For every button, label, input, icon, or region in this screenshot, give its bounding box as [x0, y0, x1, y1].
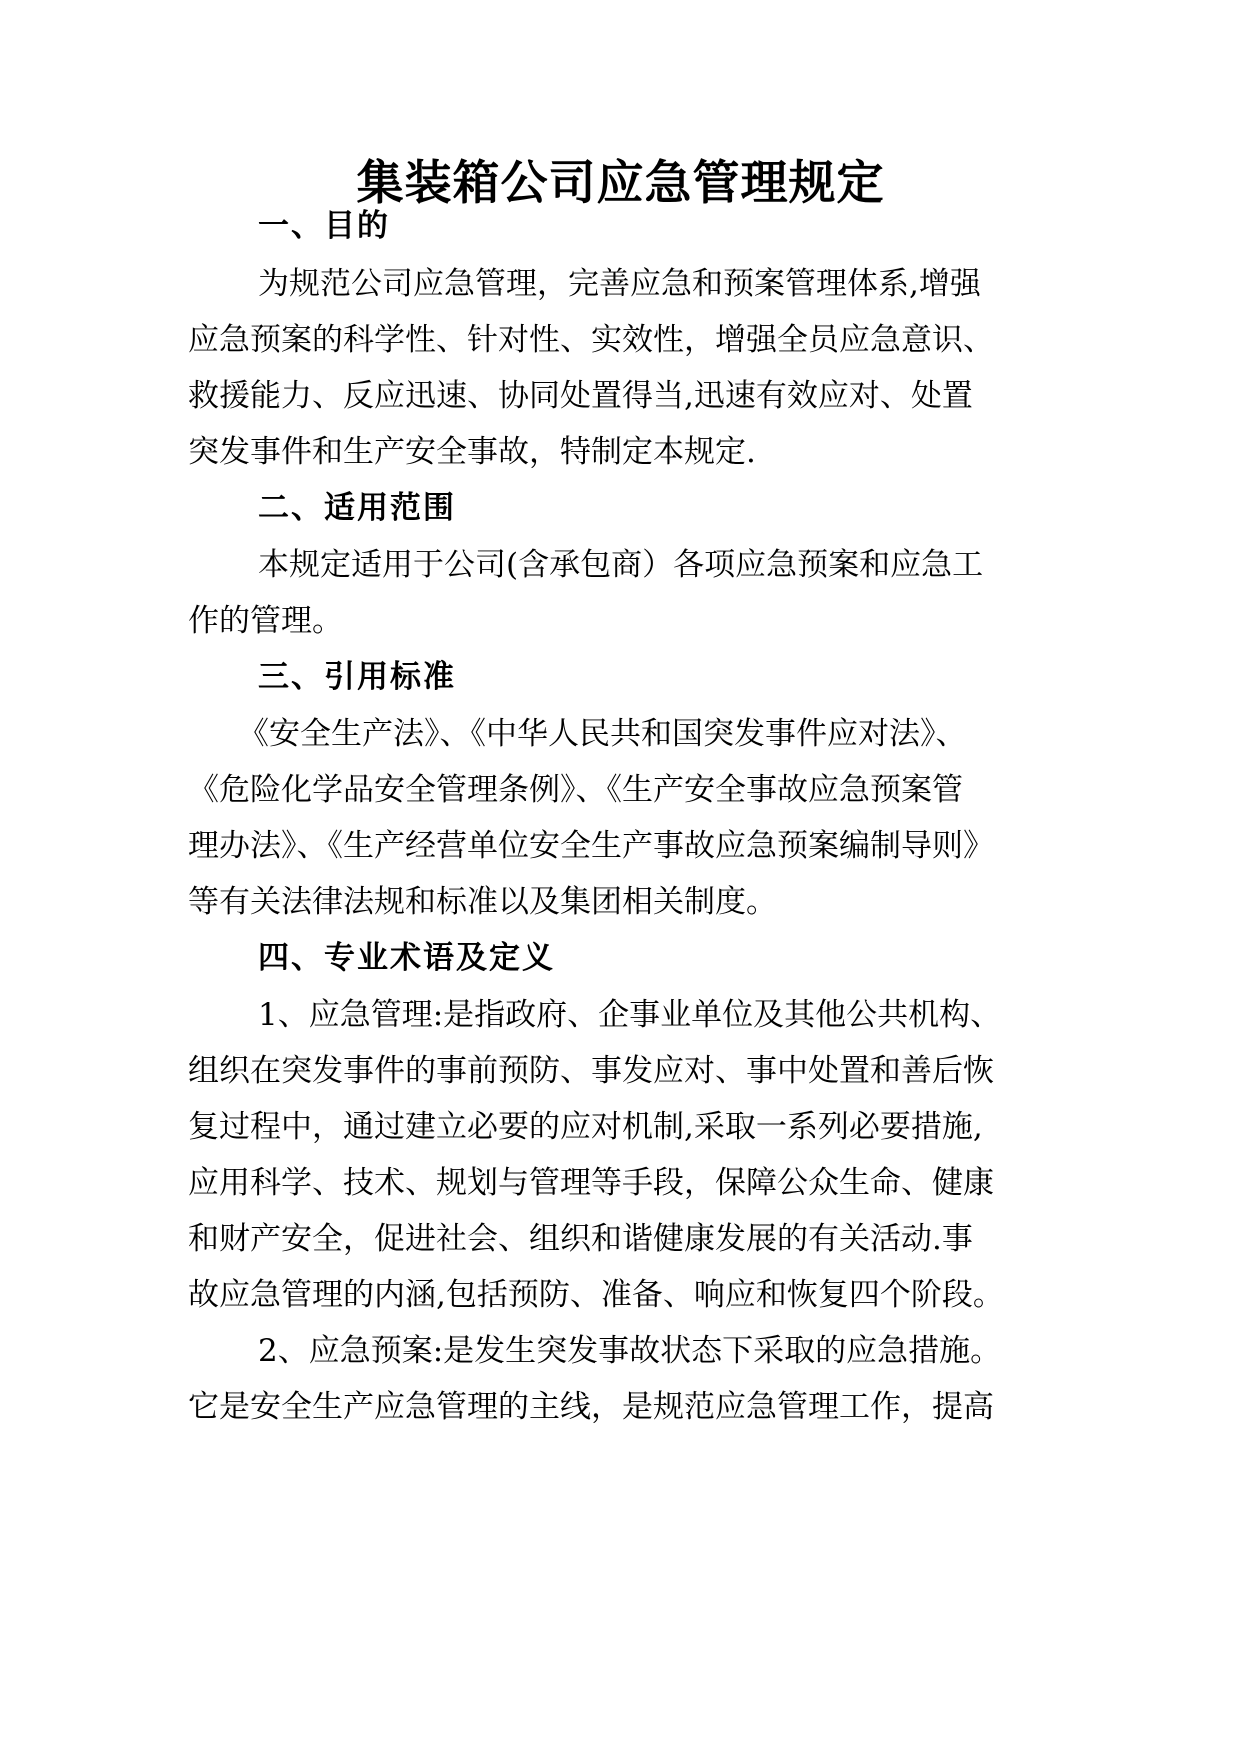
document-title: 集装箱公司应急管理规定	[356, 156, 885, 211]
paragraph-line: 救援能力、反应迅速、协同处置得当,迅速有效应对、处置	[188, 378, 973, 414]
paragraph-line: 应用科学、技术、规划与管理等手段，保障公众生命、健康	[188, 1165, 994, 1201]
paragraph-line: 理办法》、《生产经营单位安全生产事故应急预案编制导则》	[188, 828, 994, 864]
section-heading-terms: 四、专业术语及定义	[258, 940, 555, 976]
paragraph-line: 作的管理。	[188, 603, 343, 639]
paragraph-line: 为规范公司应急管理，完善应急和预案管理体系,增强	[258, 266, 981, 302]
paragraph-line: 等有关法律法规和标准以及集团相关制度。	[188, 884, 777, 920]
section-heading-scope: 二、适用范围	[258, 490, 456, 526]
paragraph-line: 组织在突发事件的事前预防、事发应对、事中处置和善后恢	[188, 1053, 994, 1089]
paragraph-line: 应急预案的科学性、针对性、实效性，增强全员应急意识、	[188, 322, 994, 358]
paragraph-line: 《危险化学品安全管理条例》、《生产安全事故应急预案管	[188, 772, 963, 808]
paragraph-line: 2、应急预案:是发生突发事故状态下采取的应急措施。	[258, 1333, 1002, 1369]
paragraph-line: 突发事件和生产安全事故，特制定本规定.	[188, 434, 756, 470]
section-heading-purpose: 一、目的	[258, 208, 390, 244]
paragraph-line: 《安全生产法》、《中华人民共和国突发事件应对法》、	[238, 716, 967, 752]
paragraph-line: 本规定适用于公司(含承包商）各项应急预案和应急工	[258, 547, 984, 583]
section-heading-references: 三、引用标准	[258, 659, 456, 695]
paragraph-line: 1、应急管理:是指政府、企事业单位及其他公共机构、	[258, 997, 1002, 1033]
paragraph-line: 它是安全生产应急管理的主线，是规范应急管理工作，提高	[188, 1389, 994, 1425]
paragraph-line: 复过程中，通过建立必要的应对机制,采取一系列必要措施,	[188, 1109, 983, 1145]
paragraph-line: 故应急管理的内涵,包括预防、准备、响应和恢复四个阶段。	[188, 1277, 1004, 1313]
paragraph-line: 和财产安全，促进社会、组织和谐健康发展的有关活动.事	[188, 1221, 973, 1257]
